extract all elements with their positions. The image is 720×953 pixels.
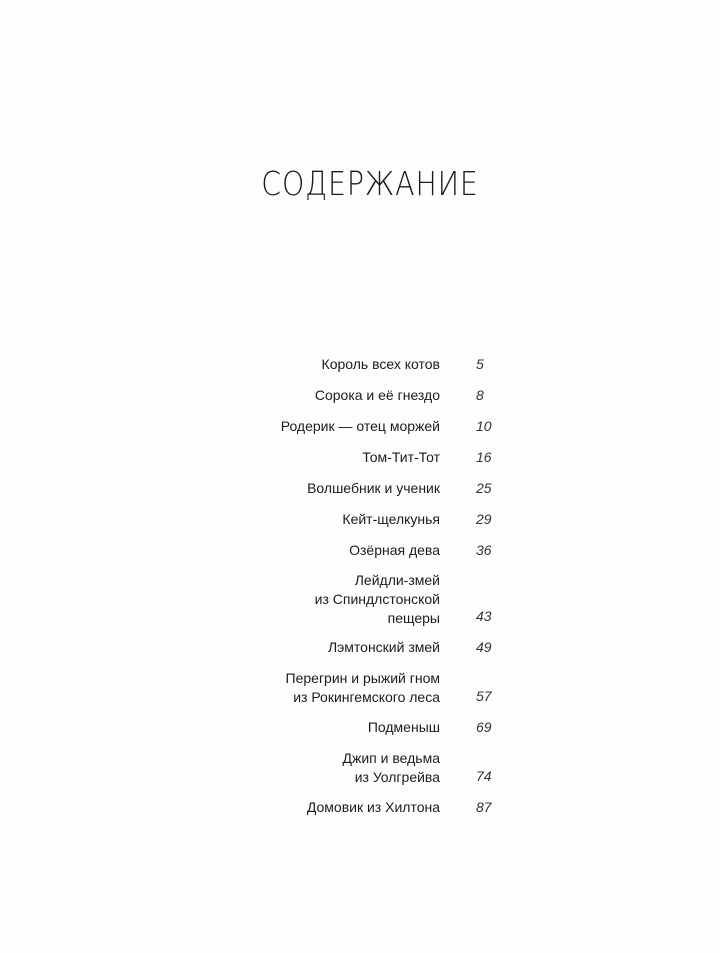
toc-page-number: 25 [476,480,492,496]
toc-entry-title [180,638,440,657]
toc-entry-line: Волшебник и ученик [307,480,440,496]
page-title: СОДЕРЖАНИЕ [261,164,479,203]
toc-entry-line: Домовик из Хилтона [306,799,440,815]
toc-entry-title [180,669,440,707]
toc-page-number: 87 [476,799,492,815]
toc-entry-title [180,718,440,737]
toc-entry-title [180,749,440,787]
toc-entry-line: Подменыш [367,719,440,735]
toc-entry-title [180,541,440,560]
toc-entry-line: Том-Тит-Тот [362,449,440,465]
toc-page-number: 10 [476,418,492,434]
toc-entry-line: из Уолгрейва [354,769,440,785]
toc-entry-line: Лейдли-змей [354,572,440,588]
toc-entry-line: Кейт-щелкунья [342,511,440,527]
toc-page-number: 5 [476,356,484,372]
toc-entry-line: Король всех котов [321,356,440,372]
toc-entry-line: Джип и ведьма [342,750,440,766]
toc-entry-title [180,510,440,529]
toc-entry-line: Перегрин и рыжий гном [285,670,440,686]
toc-entry-title [180,355,440,374]
toc-entry-title [180,571,440,628]
toc-entry-line: из Спиндлстонской [314,591,440,607]
toc-entry-line: Сорока и её гнездо [314,387,440,403]
toc-page-number: 57 [476,688,492,704]
toc-entry-title [180,798,440,817]
toc-entry-title [180,386,440,405]
toc-page-number: 49 [476,639,492,655]
toc-page-number: 43 [476,608,492,624]
toc-entry-line: Родерик — отец моржей [280,418,440,434]
toc-page-number: 74 [476,768,492,784]
toc-page-number: 36 [476,542,492,558]
toc-page-number: 29 [476,511,492,527]
toc-page-number: 16 [476,449,492,465]
toc-entry-line: из Рокингемского леса [293,689,440,705]
toc-page-number: 8 [476,387,484,403]
toc-page-number: 69 [476,719,492,735]
toc-entry-title [180,448,440,467]
toc-entry-line: Лэмтонский змей [327,639,440,655]
toc-entry-line: Озёрная дева [349,542,440,558]
toc-entry-title [180,417,440,436]
toc-entry-title [180,479,440,498]
toc-entry-line: пещеры [387,610,440,626]
